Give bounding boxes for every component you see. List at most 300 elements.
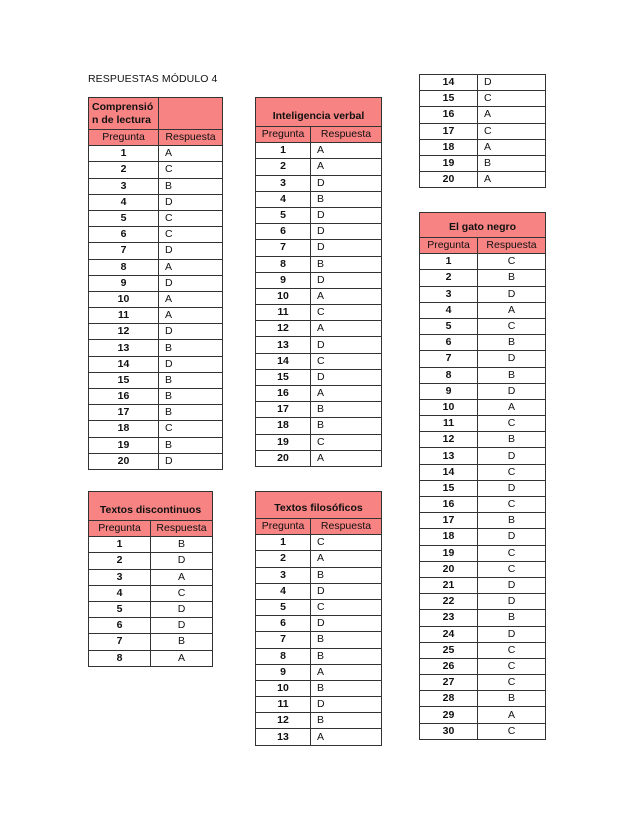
- table-row: [89, 259, 223, 275]
- table-row: [420, 155, 546, 171]
- column-header-respuesta: Respuesta: [311, 127, 382, 143]
- table-row: [256, 159, 382, 175]
- table-row: [256, 567, 382, 583]
- answer-letter: A: [478, 399, 546, 415]
- table-row: [256, 207, 382, 223]
- question-number: 13: [256, 729, 311, 745]
- answer-letter: B: [478, 270, 546, 286]
- table-row: [89, 553, 213, 569]
- answer-letter: B: [311, 191, 382, 207]
- answer-letter: A: [311, 288, 382, 304]
- answer-letter: D: [151, 601, 213, 617]
- table-row: [89, 421, 223, 437]
- question-number: 10: [256, 680, 311, 696]
- answer-letter: C: [311, 535, 382, 551]
- table-row: [89, 356, 223, 372]
- question-number: 15: [420, 91, 478, 107]
- table-row: [420, 707, 546, 723]
- column-header-respuesta: Respuesta: [151, 521, 213, 537]
- table-row: [420, 399, 546, 415]
- column-header-pregunta: Pregunta: [256, 127, 311, 143]
- question-number: 19: [420, 545, 478, 561]
- answer-letter: C: [478, 497, 546, 513]
- table-row: [256, 418, 382, 434]
- question-number: 13: [256, 337, 311, 353]
- table-row: [420, 139, 546, 155]
- table-title: Inteligencia verbal: [256, 98, 382, 127]
- answer-letter: B: [478, 367, 546, 383]
- answer-letter: D: [311, 697, 382, 713]
- table-row: [89, 585, 213, 601]
- question-number: 10: [89, 291, 159, 307]
- answer-letter: B: [159, 372, 223, 388]
- question-number: 17: [256, 402, 311, 418]
- question-number: 4: [256, 191, 311, 207]
- answer-letter: C: [478, 254, 546, 270]
- question-number: 26: [420, 658, 478, 674]
- answer-letter: B: [159, 405, 223, 421]
- question-number: 10: [256, 288, 311, 304]
- table-continuation: [419, 74, 546, 188]
- question-number: 3: [420, 286, 478, 302]
- question-number: 8: [256, 256, 311, 272]
- question-number: 20: [256, 450, 311, 466]
- column-header-respuesta: Respuesta: [159, 130, 223, 146]
- table-row: [256, 305, 382, 321]
- answer-letter: C: [311, 434, 382, 450]
- question-number: 12: [256, 713, 311, 729]
- table-row: [420, 675, 546, 691]
- answer-letter: D: [478, 594, 546, 610]
- answer-letter: B: [478, 432, 546, 448]
- question-number: 18: [89, 421, 159, 437]
- question-number: 11: [420, 416, 478, 432]
- answer-letter: C: [478, 561, 546, 577]
- answer-letter: D: [159, 275, 223, 291]
- table-row: [420, 367, 546, 383]
- question-number: 2: [89, 162, 159, 178]
- table-row: [420, 723, 546, 739]
- table-row: [256, 680, 382, 696]
- table-row: [256, 713, 382, 729]
- table-row: [89, 291, 223, 307]
- table-title: Textos filosóficos: [256, 492, 382, 519]
- answer-letter: D: [311, 337, 382, 353]
- table-row: [89, 340, 223, 356]
- question-number: 9: [420, 383, 478, 399]
- answer-letter: C: [159, 421, 223, 437]
- table-title: El gato negro: [420, 213, 546, 238]
- column-header-pregunta: Pregunta: [89, 130, 159, 146]
- table-row: [420, 123, 546, 139]
- question-number: 13: [89, 340, 159, 356]
- answer-letter: B: [478, 513, 546, 529]
- table-row: [420, 351, 546, 367]
- table-row: [256, 583, 382, 599]
- table-row: [89, 650, 213, 666]
- answer-letter: A: [311, 664, 382, 680]
- question-number: 3: [256, 567, 311, 583]
- column-header-respuesta: Respuesta: [478, 238, 546, 254]
- answer-letter: D: [311, 272, 382, 288]
- answer-letter: A: [159, 146, 223, 162]
- answer-letter: A: [311, 450, 382, 466]
- table-row: [89, 275, 223, 291]
- question-number: 4: [420, 302, 478, 318]
- question-number: 4: [256, 583, 311, 599]
- table-textos-discontinuos: [88, 491, 213, 667]
- table-row: [256, 697, 382, 713]
- question-number: 17: [89, 405, 159, 421]
- answer-letter: A: [311, 551, 382, 567]
- question-number: 29: [420, 707, 478, 723]
- question-number: 6: [420, 335, 478, 351]
- answer-letter: D: [311, 616, 382, 632]
- question-number: 16: [420, 497, 478, 513]
- answer-letter: D: [159, 453, 223, 469]
- question-number: 15: [89, 372, 159, 388]
- question-number: 24: [420, 626, 478, 642]
- question-number: 13: [420, 448, 478, 464]
- answer-letter: C: [478, 642, 546, 658]
- question-number: 7: [256, 240, 311, 256]
- table-row: [256, 321, 382, 337]
- answer-letter: B: [151, 537, 213, 553]
- answer-letter: C: [478, 91, 546, 107]
- question-number: 20: [89, 453, 159, 469]
- table-row: [89, 601, 213, 617]
- table-row: [420, 594, 546, 610]
- answer-letter: C: [478, 318, 546, 334]
- answer-letter: A: [311, 386, 382, 402]
- table-row: [256, 729, 382, 745]
- answer-letter: D: [478, 480, 546, 496]
- question-number: 6: [89, 227, 159, 243]
- question-number: 11: [256, 305, 311, 321]
- answer-letter: B: [311, 567, 382, 583]
- question-number: 25: [420, 642, 478, 658]
- question-number: 14: [420, 75, 478, 91]
- table-row: [420, 107, 546, 123]
- table-row: [256, 337, 382, 353]
- table-row: [420, 561, 546, 577]
- answer-letter: C: [478, 416, 546, 432]
- table-comprension-lectura: [88, 97, 223, 470]
- table-row: [420, 513, 546, 529]
- table-row: [89, 324, 223, 340]
- answer-letter: A: [311, 321, 382, 337]
- answer-letter: C: [159, 162, 223, 178]
- answer-letter: C: [478, 723, 546, 739]
- table-row: [420, 335, 546, 351]
- question-number: 27: [420, 675, 478, 691]
- answer-letter: B: [159, 340, 223, 356]
- table-row: [89, 389, 223, 405]
- answer-letter: B: [311, 648, 382, 664]
- answer-letter: A: [159, 308, 223, 324]
- question-number: 14: [420, 464, 478, 480]
- question-number: 20: [420, 172, 478, 188]
- answer-letter: B: [311, 680, 382, 696]
- question-number: 3: [89, 178, 159, 194]
- answer-letter: B: [151, 634, 213, 650]
- table-row: [89, 178, 223, 194]
- answer-letter: B: [311, 256, 382, 272]
- answer-letter: A: [151, 569, 213, 585]
- question-number: 5: [89, 601, 151, 617]
- question-number: 17: [420, 123, 478, 139]
- answer-letter: B: [311, 418, 382, 434]
- table-row: [256, 450, 382, 466]
- question-number: 5: [420, 318, 478, 334]
- question-number: 9: [256, 664, 311, 680]
- table-row: [256, 240, 382, 256]
- table-row: [420, 577, 546, 593]
- question-number: 19: [420, 155, 478, 171]
- answer-letter: D: [159, 243, 223, 259]
- table-row: [256, 256, 382, 272]
- question-number: 22: [420, 594, 478, 610]
- answer-letter: C: [478, 464, 546, 480]
- answer-letter: D: [311, 369, 382, 385]
- question-number: 23: [420, 610, 478, 626]
- question-number: 1: [89, 146, 159, 162]
- answer-letter: A: [478, 139, 546, 155]
- question-number: 16: [89, 389, 159, 405]
- answer-letter: A: [311, 729, 382, 745]
- question-number: 18: [420, 139, 478, 155]
- column-header-pregunta: Pregunta: [89, 521, 151, 537]
- answer-letter: D: [311, 240, 382, 256]
- question-number: 1: [256, 143, 311, 159]
- answer-letter: B: [311, 713, 382, 729]
- table-row: [420, 658, 546, 674]
- question-number: 4: [89, 585, 151, 601]
- question-number: 5: [256, 599, 311, 615]
- table-title: Comprensió n de lectura: [89, 98, 159, 130]
- table-row: [256, 143, 382, 159]
- table-row: [89, 405, 223, 421]
- answer-letter: B: [311, 402, 382, 418]
- answer-letter: B: [159, 437, 223, 453]
- table-row: [89, 162, 223, 178]
- answer-letter: A: [478, 107, 546, 123]
- answer-letter: B: [311, 632, 382, 648]
- answer-letter: D: [151, 553, 213, 569]
- table-row: [420, 172, 546, 188]
- answer-letter: C: [159, 210, 223, 226]
- table-row: [89, 453, 223, 469]
- question-number: 3: [89, 569, 151, 585]
- table-row: [420, 480, 546, 496]
- question-number: 4: [89, 194, 159, 210]
- question-number: 8: [89, 650, 151, 666]
- answer-letter: A: [151, 650, 213, 666]
- answer-letter: D: [151, 618, 213, 634]
- answer-letter: B: [478, 691, 546, 707]
- table-row: [89, 194, 223, 210]
- question-number: 14: [256, 353, 311, 369]
- answer-letter: A: [311, 159, 382, 175]
- table-row: [89, 437, 223, 453]
- table-row: [89, 569, 213, 585]
- table-row: [420, 302, 546, 318]
- question-number: 12: [89, 324, 159, 340]
- answer-letter: D: [311, 207, 382, 223]
- table-row: [420, 416, 546, 432]
- question-number: 6: [256, 224, 311, 240]
- question-number: 8: [420, 367, 478, 383]
- table-row: [256, 632, 382, 648]
- answer-letter: D: [478, 286, 546, 302]
- table-row: [89, 634, 213, 650]
- answer-letter: D: [159, 356, 223, 372]
- answer-letter: B: [159, 178, 223, 194]
- answer-letter: D: [478, 626, 546, 642]
- table-row: [420, 642, 546, 658]
- question-number: 28: [420, 691, 478, 707]
- question-number: 6: [256, 616, 311, 632]
- answer-letter: B: [478, 335, 546, 351]
- table-row: [89, 210, 223, 226]
- answer-letter: D: [159, 194, 223, 210]
- question-number: 16: [256, 386, 311, 402]
- question-number: 3: [256, 175, 311, 191]
- table-el-gato-negro: [419, 212, 546, 740]
- table-row: [256, 288, 382, 304]
- question-number: 5: [256, 207, 311, 223]
- question-number: 1: [420, 254, 478, 270]
- question-number: 30: [420, 723, 478, 739]
- answer-letter: A: [478, 302, 546, 318]
- answer-letter: D: [311, 224, 382, 240]
- question-number: 7: [420, 351, 478, 367]
- table-row: [256, 369, 382, 385]
- answer-letter: D: [478, 75, 546, 91]
- table-row: [420, 383, 546, 399]
- question-number: 9: [256, 272, 311, 288]
- question-number: 12: [256, 321, 311, 337]
- table-row: [89, 227, 223, 243]
- question-number: 8: [256, 648, 311, 664]
- question-number: 15: [256, 369, 311, 385]
- question-number: 11: [89, 308, 159, 324]
- question-number: 7: [89, 634, 151, 650]
- table-row: [89, 618, 213, 634]
- answer-letter: C: [478, 545, 546, 561]
- question-number: 7: [256, 632, 311, 648]
- table-row: [256, 616, 382, 632]
- table-row: [420, 464, 546, 480]
- question-number: 18: [256, 418, 311, 434]
- table-row: [420, 254, 546, 270]
- question-number: 21: [420, 577, 478, 593]
- question-number: 16: [420, 107, 478, 123]
- answer-letter: A: [159, 291, 223, 307]
- answer-letter: A: [159, 259, 223, 275]
- table-row: [420, 286, 546, 302]
- table-row: [256, 175, 382, 191]
- question-number: 6: [89, 618, 151, 634]
- question-number: 1: [89, 537, 151, 553]
- answer-letter: B: [159, 389, 223, 405]
- table-row: [89, 537, 213, 553]
- table-row: [256, 648, 382, 664]
- table-row: [420, 318, 546, 334]
- table-row: [256, 664, 382, 680]
- question-number: 19: [89, 437, 159, 453]
- table-row: [256, 551, 382, 567]
- table-textos-filosoficos: [255, 491, 382, 746]
- answer-letter: C: [151, 585, 213, 601]
- answer-letter: C: [478, 658, 546, 674]
- table-row: [89, 308, 223, 324]
- table-row: [420, 545, 546, 561]
- table-inteligencia-verbal: [255, 97, 382, 467]
- question-number: 5: [89, 210, 159, 226]
- table-row: [256, 272, 382, 288]
- answer-letter: A: [311, 143, 382, 159]
- answer-letter: D: [478, 529, 546, 545]
- column-header-pregunta: Pregunta: [420, 238, 478, 254]
- table-row: [256, 353, 382, 369]
- answer-letter: D: [478, 351, 546, 367]
- table-title: Textos discontinuos: [89, 492, 213, 521]
- question-number: 1: [256, 535, 311, 551]
- page-title: RESPUESTAS MÓDULO 4: [88, 73, 218, 85]
- column-header-pregunta: Pregunta: [256, 519, 311, 535]
- answer-letter: A: [478, 707, 546, 723]
- table-row: [420, 270, 546, 286]
- table-row: [256, 535, 382, 551]
- table-row: [420, 91, 546, 107]
- table-row: [420, 448, 546, 464]
- answer-letter: D: [478, 448, 546, 464]
- table-row: [256, 599, 382, 615]
- table-row: [89, 243, 223, 259]
- answer-letter: D: [311, 583, 382, 599]
- answer-letter: D: [478, 383, 546, 399]
- answer-letter: C: [311, 599, 382, 615]
- question-number: 9: [89, 275, 159, 291]
- question-number: 2: [256, 159, 311, 175]
- answer-letter: C: [478, 123, 546, 139]
- table-row: [420, 497, 546, 513]
- question-number: 15: [420, 480, 478, 496]
- question-number: 12: [420, 432, 478, 448]
- answer-letter: C: [311, 305, 382, 321]
- answer-letter: A: [478, 172, 546, 188]
- answer-letter: C: [478, 675, 546, 691]
- question-number: 17: [420, 513, 478, 529]
- question-number: 14: [89, 356, 159, 372]
- question-number: 11: [256, 697, 311, 713]
- question-number: 10: [420, 399, 478, 415]
- answer-letter: C: [311, 353, 382, 369]
- table-row: [420, 691, 546, 707]
- table-row: [256, 402, 382, 418]
- table-row: [256, 386, 382, 402]
- question-number: 2: [420, 270, 478, 286]
- answer-letter: C: [159, 227, 223, 243]
- table-row: [256, 224, 382, 240]
- table-row: [420, 626, 546, 642]
- question-number: 2: [256, 551, 311, 567]
- table-row: [420, 610, 546, 626]
- column-header-respuesta: Respuesta: [311, 519, 382, 535]
- question-number: 2: [89, 553, 151, 569]
- table-row: [89, 372, 223, 388]
